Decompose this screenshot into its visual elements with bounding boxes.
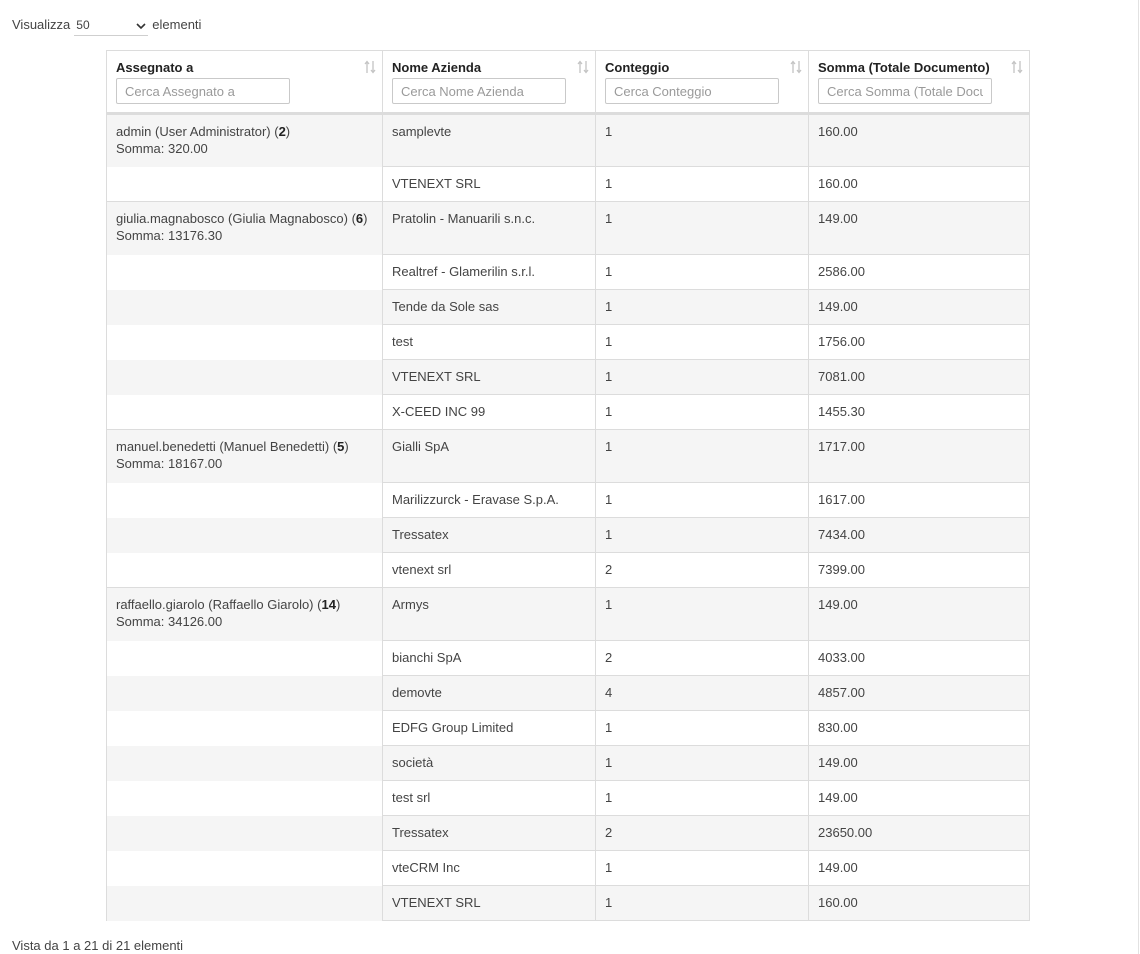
count-cell: 1 bbox=[596, 360, 809, 395]
group-sum: Somma: 320.00 bbox=[116, 141, 208, 156]
group-spacer-cell bbox=[107, 360, 383, 395]
group-spacer-cell bbox=[107, 676, 383, 711]
company-cell: Tressatex bbox=[383, 816, 596, 851]
group-assignee-name: raffaello.giarolo (Raffaello Giarolo) bbox=[116, 597, 314, 612]
column-title: Assegnato a bbox=[116, 60, 194, 75]
count-cell: 2 bbox=[596, 816, 809, 851]
length-suffix-label: elementi bbox=[152, 16, 202, 32]
sum-cell: 149.00 bbox=[809, 746, 1030, 781]
table-header-row bbox=[107, 51, 1030, 114]
company-cell: EDFG Group Limited bbox=[383, 711, 596, 746]
sum-cell: 160.00 bbox=[809, 114, 1030, 167]
group-spacer-cell bbox=[107, 395, 383, 430]
search-input-nome-azienda[interactable] bbox=[392, 78, 566, 104]
count-cell: 2 bbox=[596, 553, 809, 588]
count-cell: 1 bbox=[596, 395, 809, 430]
company-cell: samplevte bbox=[383, 114, 596, 167]
group-spacer-cell bbox=[107, 781, 383, 816]
table-row bbox=[107, 290, 1030, 325]
group-sum: Somma: 34126.00 bbox=[116, 614, 223, 629]
sum-cell: 149.00 bbox=[809, 851, 1030, 886]
table-row bbox=[107, 360, 1030, 395]
sum-cell: 4033.00 bbox=[809, 641, 1030, 676]
sort-arrows-icon[interactable] bbox=[577, 60, 589, 74]
count-cell: 1 bbox=[596, 290, 809, 325]
sum-cell: 7081.00 bbox=[809, 360, 1030, 395]
length-prefix-label: Visualizza bbox=[12, 16, 71, 32]
group-sum: Somma: 13176.30 bbox=[116, 228, 223, 243]
group-header-cell bbox=[107, 588, 383, 641]
group-assignee-name: giulia.magnabosco (Giulia Magnabosco) bbox=[116, 211, 348, 226]
table-row bbox=[107, 255, 1030, 290]
company-cell: bianchi SpA bbox=[383, 641, 596, 676]
company-cell: VTENEXT SRL bbox=[383, 886, 596, 921]
company-cell: X-CEED INC 99 bbox=[383, 395, 596, 430]
column-title: Conteggio bbox=[605, 60, 670, 75]
count-cell: 1 bbox=[596, 518, 809, 553]
company-cell: Tende da Sole sas bbox=[383, 290, 596, 325]
table-row bbox=[107, 588, 1030, 641]
group-spacer-cell bbox=[107, 518, 383, 553]
count-cell: 1 bbox=[596, 255, 809, 290]
group-header-cell bbox=[107, 114, 383, 167]
group-spacer-cell bbox=[107, 641, 383, 676]
group-count: 5 bbox=[337, 439, 345, 454]
group-count: 14 bbox=[321, 597, 336, 612]
column-header-somma[interactable] bbox=[809, 51, 1030, 114]
count-cell: 1 bbox=[596, 167, 809, 202]
company-cell: Armys bbox=[383, 588, 596, 641]
group-spacer-cell bbox=[107, 553, 383, 588]
group-spacer-cell bbox=[107, 886, 383, 921]
column-header-conteggio[interactable] bbox=[596, 51, 809, 114]
group-count: 2 bbox=[278, 124, 286, 139]
table-row bbox=[107, 553, 1030, 588]
count-cell: 1 bbox=[596, 588, 809, 641]
group-sum: Somma: 18167.00 bbox=[116, 456, 223, 471]
group-assignee-name: admin (User Administrator) bbox=[116, 124, 271, 139]
sum-cell: 160.00 bbox=[809, 886, 1030, 921]
sum-cell: 1717.00 bbox=[809, 430, 1030, 483]
table-row bbox=[107, 676, 1030, 711]
company-cell: VTENEXT SRL bbox=[383, 360, 596, 395]
company-cell: test srl bbox=[383, 781, 596, 816]
group-spacer-cell bbox=[107, 167, 383, 202]
company-cell: società bbox=[383, 746, 596, 781]
table-row bbox=[107, 114, 1030, 167]
page-length-value: 50 bbox=[76, 18, 90, 32]
company-cell: Pratolin - Manuarili s.n.c. bbox=[383, 202, 596, 255]
column-title: Nome Azienda bbox=[392, 60, 482, 75]
report-table bbox=[106, 50, 1030, 921]
chevron-down-icon bbox=[136, 23, 146, 30]
count-cell: 2 bbox=[596, 641, 809, 676]
sum-cell: 149.00 bbox=[809, 781, 1030, 816]
company-cell: VTENEXT SRL bbox=[383, 167, 596, 202]
table-row bbox=[107, 886, 1030, 921]
page-length-control bbox=[12, 12, 201, 36]
table-info-text: Vista da 1 a 21 di 21 elementi bbox=[12, 938, 184, 953]
group-assignee: admin (User Administrator) (2) bbox=[116, 124, 291, 139]
sum-cell: 4857.00 bbox=[809, 676, 1030, 711]
sort-arrows-icon[interactable] bbox=[790, 60, 802, 74]
table-row bbox=[107, 167, 1030, 202]
group-spacer-cell bbox=[107, 711, 383, 746]
search-input-somma[interactable] bbox=[818, 78, 992, 104]
scrollbar-track bbox=[1138, 0, 1139, 954]
sum-cell: 149.00 bbox=[809, 588, 1030, 641]
sum-cell: 23650.00 bbox=[809, 816, 1030, 851]
group-spacer-cell bbox=[107, 483, 383, 518]
page-length-select[interactable] bbox=[74, 12, 148, 36]
group-spacer-cell bbox=[107, 255, 383, 290]
company-cell: vtenext srl bbox=[383, 553, 596, 588]
sum-cell: 149.00 bbox=[809, 290, 1030, 325]
sum-cell: 830.00 bbox=[809, 711, 1030, 746]
sum-cell: 1455.30 bbox=[809, 395, 1030, 430]
company-cell: Marilizzurck - Eravase S.p.A. bbox=[383, 483, 596, 518]
sum-cell: 2586.00 bbox=[809, 255, 1030, 290]
group-spacer-cell bbox=[107, 851, 383, 886]
sort-arrows-icon[interactable] bbox=[1011, 60, 1023, 74]
table-row bbox=[107, 641, 1030, 676]
sum-cell: 7399.00 bbox=[809, 553, 1030, 588]
table-row bbox=[107, 395, 1030, 430]
group-assignee: raffaello.giarolo (Raffaello Giarolo) (14) bbox=[116, 597, 341, 612]
table-row bbox=[107, 711, 1030, 746]
company-cell: Gialli SpA bbox=[383, 430, 596, 483]
count-cell: 1 bbox=[596, 430, 809, 483]
group-spacer-cell bbox=[107, 325, 383, 360]
table-row bbox=[107, 781, 1030, 816]
sort-arrows-icon[interactable] bbox=[364, 60, 376, 74]
group-assignee-name: manuel.benedetti (Manuel Benedetti) bbox=[116, 439, 330, 454]
sum-cell: 1617.00 bbox=[809, 483, 1030, 518]
sum-cell: 7434.00 bbox=[809, 518, 1030, 553]
table-row bbox=[107, 325, 1030, 360]
count-cell: 1 bbox=[596, 781, 809, 816]
group-assignee: giulia.magnabosco (Giulia Magnabosco) (6) bbox=[116, 211, 368, 226]
company-cell: test bbox=[383, 325, 596, 360]
sum-cell: 149.00 bbox=[809, 202, 1030, 255]
search-input-conteggio[interactable] bbox=[605, 78, 779, 104]
table-row bbox=[107, 816, 1030, 851]
company-cell: demovte bbox=[383, 676, 596, 711]
company-cell: Realtref - Glamerilin s.r.l. bbox=[383, 255, 596, 290]
group-count: 6 bbox=[355, 211, 364, 226]
group-spacer-cell bbox=[107, 290, 383, 325]
table-row bbox=[107, 483, 1030, 518]
count-cell: 1 bbox=[596, 886, 809, 921]
count-cell: 1 bbox=[596, 711, 809, 746]
group-spacer-cell bbox=[107, 816, 383, 851]
company-cell: vteCRM Inc bbox=[383, 851, 596, 886]
count-cell: 1 bbox=[596, 202, 809, 255]
search-input-assegnato[interactable] bbox=[116, 78, 290, 104]
count-cell: 1 bbox=[596, 325, 809, 360]
table-row bbox=[107, 851, 1030, 886]
group-spacer-cell bbox=[107, 746, 383, 781]
table-row bbox=[107, 202, 1030, 255]
table-row bbox=[107, 518, 1030, 553]
count-cell: 4 bbox=[596, 676, 809, 711]
sum-cell: 1756.00 bbox=[809, 325, 1030, 360]
count-cell: 1 bbox=[596, 746, 809, 781]
count-cell: 1 bbox=[596, 851, 809, 886]
column-title: Somma (Totale Documento) bbox=[818, 60, 990, 75]
table-row bbox=[107, 746, 1030, 781]
table-body bbox=[107, 114, 1030, 921]
column-header-assegnato[interactable] bbox=[107, 51, 383, 114]
sum-cell: 160.00 bbox=[809, 167, 1030, 202]
count-cell: 1 bbox=[596, 483, 809, 518]
group-assignee: manuel.benedetti (Manuel Benedetti) (5) bbox=[116, 439, 349, 454]
group-header-cell bbox=[107, 430, 383, 483]
table-row bbox=[107, 430, 1030, 483]
company-cell: Tressatex bbox=[383, 518, 596, 553]
group-header-cell bbox=[107, 202, 383, 255]
column-header-nome-azienda[interactable] bbox=[383, 51, 596, 114]
count-cell: 1 bbox=[596, 114, 809, 167]
